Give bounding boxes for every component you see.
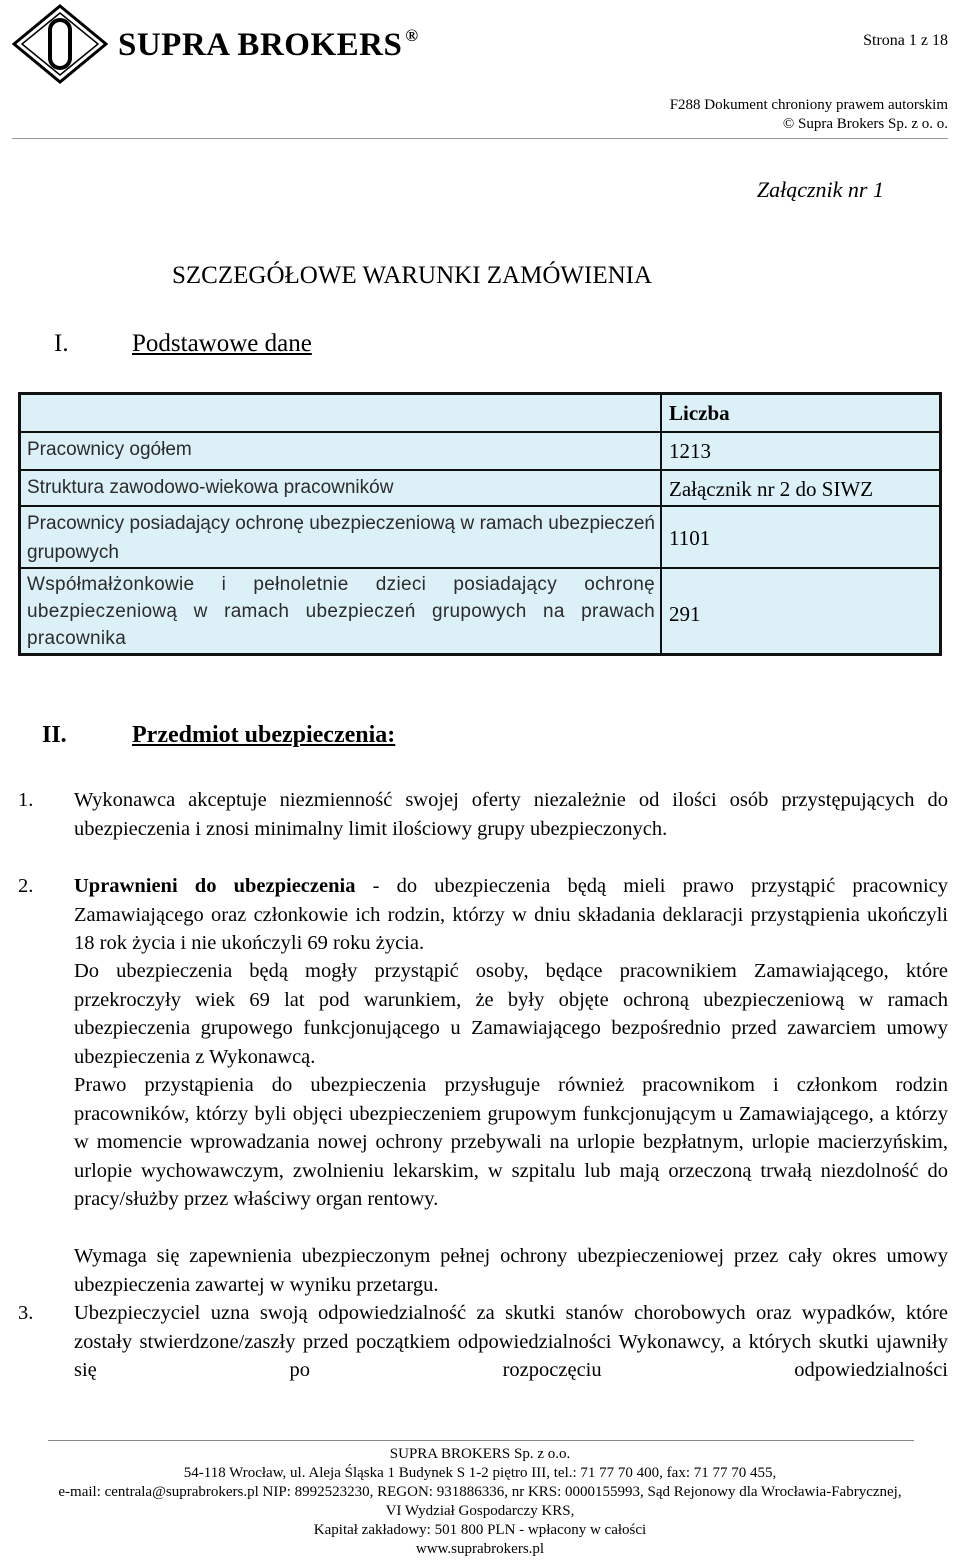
brand-name: SUPRA BROKERS ® xyxy=(118,26,419,63)
table-header-count: Liczba xyxy=(669,401,730,425)
list-item-paragraph: Do ubezpieczenia będą mogły przystąpić osoby, będące pracownikiem Zamawiającego, które przekroczyły wiek 69 lat pod warunkiem, że były objęte ochroną ubezpieczeniową w ramach ubezpieczenia grupowego funkcjonującego u Zamawiającego bezpośrednio przed zawarciem umowy ubezpieczenia z Wykonawcą. xyxy=(74,960,948,1068)
table-row-value: 1213 xyxy=(669,439,711,463)
eligibility-heading: Uprawnieni do ubezpieczenia xyxy=(74,875,356,897)
footer-court: VI Wydział Gospodarczy KRS, xyxy=(385,1503,575,1519)
annex-label: Załącznik nr 1 xyxy=(756,177,884,202)
table-row-label: Pracownicy posiadający ochronę ubezpieczeniową w ramach ubezpieczeń grupowych xyxy=(27,513,655,563)
footer-company: SUPRA BROKERS Sp. z o.o. xyxy=(389,1446,571,1462)
copyright-line-2: © Supra Brokers Sp. z o. o. xyxy=(782,116,948,132)
section-1-number: I. xyxy=(54,330,69,357)
footer-divider xyxy=(48,1440,914,1441)
list-item-paragraph: Wymaga się zapewnienia ubezpieczonym pełnej ochrony ubezpieczeniowej przez cały okres umowy ubezpieczenia zawartej w wyniku przetargu. xyxy=(74,1245,948,1296)
table-row-label: Pracownicy ogółem xyxy=(27,439,192,460)
list-item-text: Ubezpieczyciel uzna swoją odpowiedzialność za skutki stanów chorobowych oraz wypadków, które zostały stwierdzone/zaszły przed początkiem odpowiedzialności Wykonawcy, a których skutki ujawniły się po rozpoczęciu odpowiedzialności xyxy=(74,1302,948,1381)
document-title: SZCZEGÓŁOWE WARUNKI ZAMÓWIENIA xyxy=(172,262,653,289)
footer-website: www.suprabrokers.pl xyxy=(415,1541,545,1557)
section-1-title: Podstawowe dane xyxy=(132,330,312,357)
footer xyxy=(0,1445,960,1559)
footer-address: 54-118 Wrocław, ul. Aleja Śląska 1 Budynek S 1-2 piętro III, tel.: 71 77 70 400, fax: 71 77 70 455, xyxy=(183,1465,777,1481)
header-divider xyxy=(12,138,948,139)
list-number: 2. xyxy=(18,875,34,897)
list-number: 3. xyxy=(18,1302,34,1324)
footer-capital: Kapitał zakładowy: 501 800 PLN - wpłacony w całości xyxy=(313,1522,647,1538)
copyright-line-1: F288 Dokument chroniony prawem autorskim xyxy=(669,97,948,113)
list-item-text: Wykonawca akceptuje niezmienność swojej oferty niezależnie od ilości osób przystępujących do ubezpieczenia i znosi minimalny limit ilościowy grupy ubezpieczonych. xyxy=(74,789,948,840)
table-row-label: Współmałżonkowie i pełnoletnie dzieci posiadający ochronę ubezpieczeniową w ramach ubezpieczeń grupowych na prawach pracownika xyxy=(27,574,655,649)
basic-data-table xyxy=(18,392,942,656)
list-number: 1. xyxy=(18,789,34,811)
list-item-paragraph: Prawo przystąpienia do ubezpieczenia przysługuje również pracownikom i członkom rodzin pracowników, którzy byli objęci ubezpieczeniem grupowym funkcjonującym u Zamawiającego, a którzy w momencie wprowadzania nowej ochrony przebywali na urlopie bezpłatnym, urlopie macierzyńskim, urlopie wychowawczym, zwolnieniu lekarskim, w szpitalu lub mają orzeczoną trwałą niezdolność do pracy/służby przez właściwy organ rentowy. xyxy=(74,1074,948,1210)
section-2-number: II. xyxy=(42,722,67,748)
table-row-value: 291 xyxy=(669,602,701,626)
table-row-value: 1101 xyxy=(669,526,711,550)
copyright-note xyxy=(670,96,948,134)
footer-registry: e-mail: centrala@suprabrokers.pl NIP: 8992523230, REGON: 931886336, nr KRS: 0000155993, Sąd Rejonowy dla Wrocławia-Fabrycznej, xyxy=(58,1484,902,1500)
table-row-label: Struktura zawodowo-wiekowa pracowników xyxy=(27,477,394,498)
page-number: Strona 1 z 18 xyxy=(863,32,948,49)
section-2-title: Przedmiot ubezpieczenia: xyxy=(132,722,396,748)
table-row-value: Załącznik nr 2 do SIWZ xyxy=(669,477,874,501)
logo-icon xyxy=(12,4,108,84)
list-item-text: Uprawnieni do ubezpieczenia - do ubezpieczenia będą mieli prawo przystąpić pracownicy Zamawiającego oraz członkowie ich rodzin, którzy w dniu składania deklaracji przystąpienia ukończyli 18 rok życia i nie ukończyli 69 roku życia. xyxy=(74,875,948,954)
